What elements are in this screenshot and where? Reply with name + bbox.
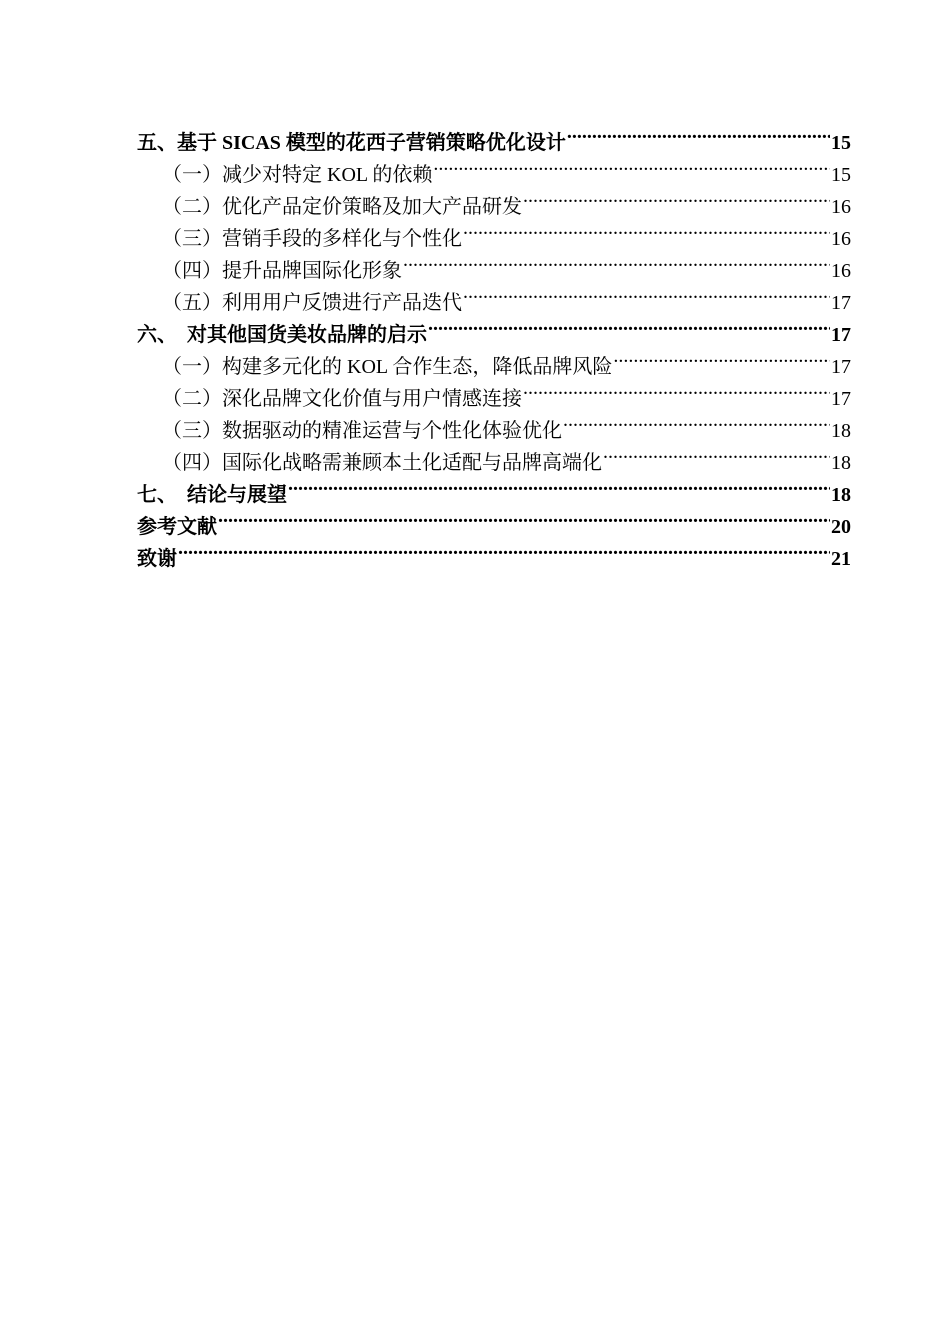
toc-entry-title: （二）优化产品定价策略及加大产品研发	[162, 196, 522, 218]
toc-entry-page: 17	[831, 356, 851, 378]
toc-entry-page: 18	[831, 484, 851, 506]
toc-entry-title: （四）国际化战略需兼顾本土化适配与品牌高端化	[162, 452, 602, 474]
toc-dot-leader	[603, 437, 830, 469]
toc-entry[interactable]	[137, 533, 851, 570]
toc-dot-leader	[567, 117, 830, 149]
toc-dot-leader	[218, 501, 830, 533]
table-of-contents	[137, 117, 851, 570]
toc-entry-title: 参考文献	[137, 516, 217, 538]
toc-entry-title: （三）数据驱动的精准运营与个性化体验优化	[162, 420, 562, 442]
toc-entry[interactable]	[137, 117, 851, 154]
toc-dot-leader	[178, 533, 830, 565]
toc-entry-page: 17	[831, 388, 851, 410]
toc-entry-page: 20	[831, 516, 851, 538]
toc-entry[interactable]	[137, 501, 851, 538]
toc-entry-page: 17	[831, 292, 851, 314]
toc-entry-title: （四）提升品牌国际化形象	[162, 260, 402, 282]
toc-entry-title: （五）利用用户反馈进行产品迭代	[162, 292, 462, 314]
toc-entry-title: （一）减少对特定 KOL 的依赖	[162, 164, 433, 186]
toc-entry-page: 16	[831, 260, 851, 282]
toc-entry-page: 21	[831, 548, 851, 570]
toc-dot-leader	[288, 469, 830, 501]
toc-entry-page: 16	[831, 228, 851, 250]
toc-dot-leader	[463, 277, 830, 309]
toc-entry-page: 17	[831, 324, 851, 346]
toc-entry-title: 七、 结论与展望	[137, 484, 287, 506]
toc-dot-leader	[613, 341, 830, 373]
toc-entry-title: 六、 对其他国货美妆品牌的启示	[137, 324, 427, 346]
toc-entry-title: （二）深化品牌文化价值与用户情感连接	[162, 388, 522, 410]
toc-entry-title: 五、基于 SICAS 模型的花西子营销策略优化设计	[137, 132, 566, 154]
toc-dot-leader	[463, 213, 830, 245]
toc-dot-leader	[523, 181, 830, 213]
toc-dot-leader	[428, 309, 830, 341]
toc-entry-title: （一）构建多元化的 KOL 合作生态，降低品牌风险	[162, 356, 613, 378]
toc-dot-leader	[523, 373, 830, 405]
toc-entry-title: 致谢	[137, 548, 177, 570]
toc-entry-page: 18	[831, 452, 851, 474]
toc-entry-title: （三）营销手段的多样化与个性化	[162, 228, 462, 250]
toc-dot-leader	[403, 245, 830, 277]
toc-entry-page: 18	[831, 420, 851, 442]
toc-entry-page: 15	[831, 132, 851, 154]
toc-entry-page: 15	[831, 164, 851, 186]
toc-dot-leader	[563, 405, 830, 437]
toc-entry-page: 16	[831, 196, 851, 218]
toc-dot-leader	[433, 149, 830, 181]
